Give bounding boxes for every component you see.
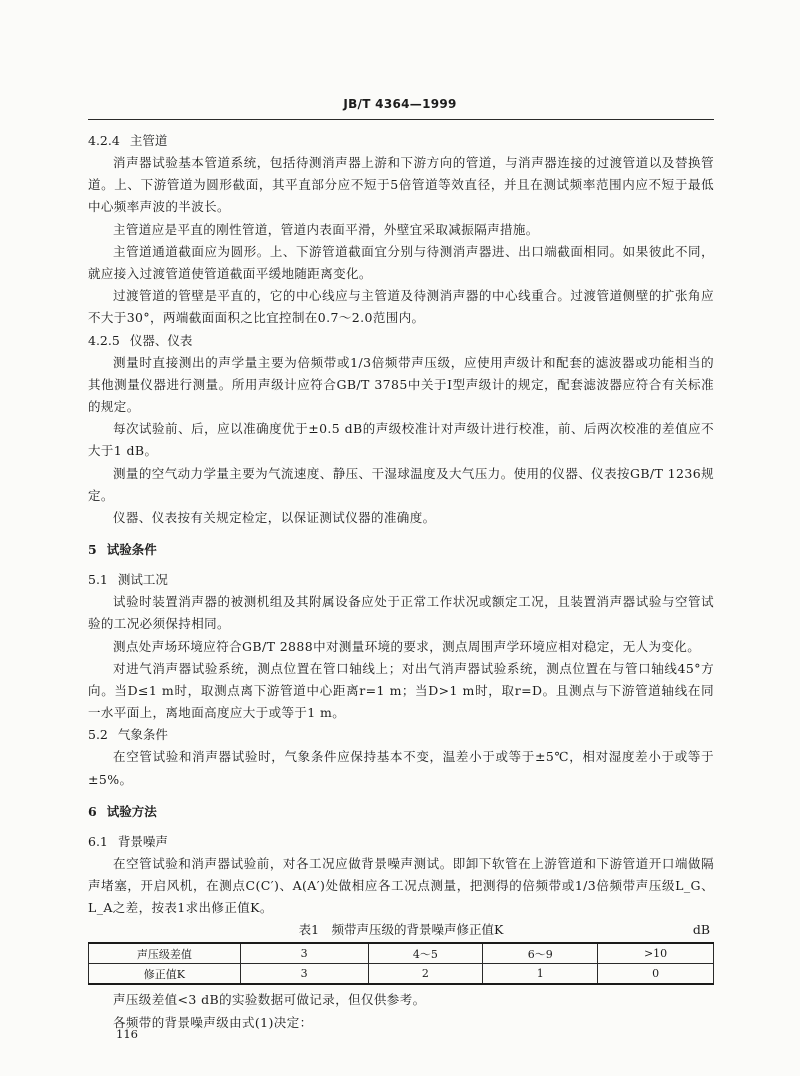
table-cell: >10 (598, 943, 714, 964)
section-title: 测试工况 (117, 572, 168, 588)
section-6-1-heading (88, 831, 714, 853)
section-number: 4.2.5 (88, 332, 120, 348)
section-4-2-5-heading (88, 330, 714, 352)
table-unit: dB (692, 922, 710, 938)
page-header-standard-code: JB/T 4364—1999 (343, 97, 457, 111)
paragraph: 每次试验前、后，应以准确度优于±0.5 dB的声级校准计对声级计进行校准，前、后两次校准的差值应不大于1 dB。 (88, 421, 714, 459)
table-cell: 3 (240, 964, 368, 985)
section-number: 6 (88, 803, 97, 819)
table-caption: 表1 频带声压级的背景噪声修正值K (298, 922, 504, 938)
section-4-2-4-heading (88, 130, 714, 152)
section-title: 背景噪声 (117, 833, 168, 849)
section-5-heading (88, 539, 714, 561)
paragraph: 仪器、仪表按有关规定检定，以保证测试仪器的准确度。 (113, 510, 436, 526)
paragraph: 主管道应是平直的刚性管道，管道内表面平滑，外壁宜采取减振隔声措施。 (113, 221, 539, 237)
section-number: 4.2.4 (88, 133, 120, 148)
table-1-caption-row (88, 919, 714, 941)
page-body (88, 130, 714, 1034)
paragraph: 对进气消声器试验系统，测点位置在管口轴线上；对出气消声器试验系统，测点位置在与管口轴线45°方向。当D≤1 m时，取测点离下游管道中心距离r=1 m；当D>1 m时，取r=D。且测点与下游管道轴线在同一水平面上，离地面高度应大于或等于1 m。 (88, 660, 714, 721)
table-cell: 3 (240, 943, 368, 964)
paragraph: 在空管试验和消声器试验前，对各工况应做背景噪声测试。即卸下软管在上游管道和下游管道开口端做隔声堵塞，开启风机，在测点C(C′)、A(A′)处做相应各工况点测量，把测得的倍频带或1/3倍频带声压级L_G、L_A之差，按表1求出修正值K。 (88, 855, 714, 916)
paragraph: 测量时直接测出的声学量主要为倍频带或1/3倍频带声压级，应使用声级计和配套的滤波器或功能相当的其他测量仪器进行测量。所用声级计应符合GB/T 3785中关于Ⅰ型声级计的规定，配套滤波器应符合有关标准的规定。 (88, 354, 714, 415)
header-rule (88, 119, 714, 120)
section-title: 试验条件 (106, 542, 157, 558)
table-1 (88, 942, 714, 985)
section-number: 6.1 (88, 833, 108, 849)
table-cell: 4～5 (368, 943, 483, 964)
section-5-2-heading (88, 724, 714, 746)
paragraph: 试验时装置消声器的被测机组及其附属设备应处于正常工作状况或额定工况，且装置消声器试验与空管试验的工况必须保持相同。 (88, 594, 714, 632)
table-cell: 1 (483, 964, 598, 985)
paragraph: 声压级差值<3 dB的实验数据可做记录，但仅供参考。 (113, 992, 426, 1008)
section-6-heading (88, 801, 714, 823)
section-title: 主管道 (129, 133, 168, 148)
paragraph: 过渡管道的管壁是平直的，它的中心线应与主管道及待测消声器的中心线重合。过渡管道侧壁的扩张角应不大于30°，两端截面面积之比宜控制在0.7～2.0范围内。 (88, 288, 714, 326)
table-cell: 声压级差值 (89, 943, 241, 964)
section-title: 气象条件 (117, 727, 168, 743)
table-row (89, 964, 714, 985)
paragraph: 主管道通道截面应为圆形。上、下游管道截面宜分别与待测消声器进、出口端截面相同。如果彼此不同，就应接入过渡管道使管道截面平缓地随距离变化。 (88, 243, 714, 282)
table-row (89, 943, 714, 964)
paragraph: 在空管试验和消声器试验时，气象条件应保持基本不变，温差小于或等于±5℃，相对湿度差小于或等于±5%。 (88, 749, 714, 787)
section-number: 5 (88, 542, 97, 558)
paragraph: 测量的空气动力学量主要为气流速度、静压、干湿球温度及大气压力。使用的仪器、仪表按GB/T 1236规定。 (88, 465, 714, 503)
paragraph: 各频带的背景噪声级由式(1)决定： (113, 1014, 313, 1030)
section-title: 仪器、仪表 (129, 332, 193, 348)
table-cell: 6～9 (483, 943, 598, 964)
section-5-1-heading (88, 569, 714, 591)
table-cell: 修正值K (89, 964, 241, 985)
page-number: 116 (116, 1027, 138, 1041)
paragraph: 消声器试验基本管道系统，包括待测消声器上游和下游方向的管道，与消声器连接的过渡管道以及替换管道。上、下游管道为圆形截面，其平直部分应不短于5倍管道等效直径，并且在测试频率范围内应不短于最低中心频率声波的半波长。 (88, 155, 714, 215)
section-number: 5.1 (88, 572, 108, 588)
table-cell: 2 (368, 964, 483, 985)
section-number: 5.2 (88, 727, 108, 743)
section-title: 试验方法 (106, 803, 157, 819)
table-cell: 0 (598, 964, 714, 985)
paragraph: 测点处声场环境应符合GB/T 2888中对测量环境的要求，测点周围声学环境应相对稳定，无人为变化。 (113, 638, 701, 654)
